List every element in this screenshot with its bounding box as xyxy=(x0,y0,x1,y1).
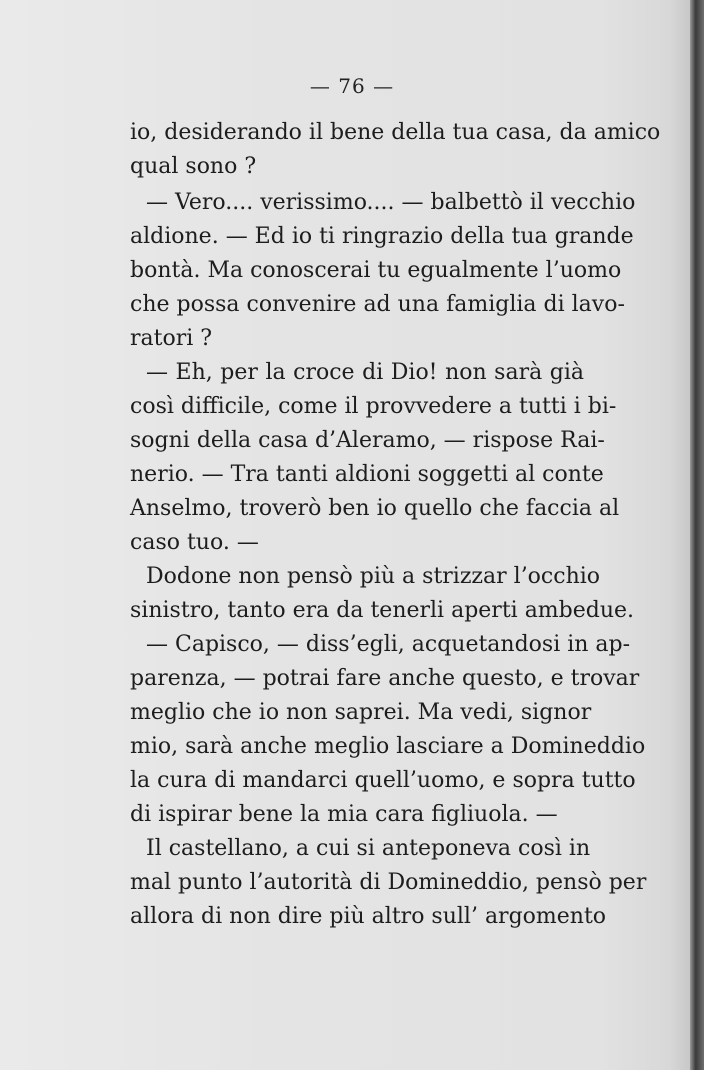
text-line: qual sono ? xyxy=(130,154,257,179)
text-line: parenza, — potrai fare anche questo, e trovar xyxy=(130,666,640,691)
text-line: ratori ? xyxy=(130,326,213,351)
text-line: caso tuo. — xyxy=(130,530,259,555)
page-number: — 76 — xyxy=(309,74,395,98)
text-line: di ispirar bene la mia cara figliuola. — xyxy=(130,802,558,827)
text-line: sogni della casa d’Aleramo, — rispose Rai- xyxy=(130,428,605,453)
text-line: la cura di mandarci quell’uomo, e sopra tutto xyxy=(130,768,636,793)
text-line: io, desiderando il bene della tua casa, da amico xyxy=(130,120,661,145)
text-line: Il castellano, a cui si anteponeva così in xyxy=(146,836,591,861)
text-line: meglio che io non saprei. Ma vedi, signor xyxy=(130,700,592,725)
text-line: nerio. — Tra tanti aldioni soggetti al conte xyxy=(130,462,604,487)
text-line: — Capisco, — diss’egli, acquetandosi in ap- xyxy=(146,632,631,657)
text-line: — Eh, per la croce di Dio! non sarà già xyxy=(146,360,584,385)
text-line: allora di non dire più altro sull’ argomento xyxy=(130,904,607,929)
text-line: Anselmo, troverò ben io quello che faccia al xyxy=(130,496,620,521)
text-line: sinistro, tanto era da tenerli aperti ambedue. xyxy=(130,598,635,623)
text-line: Dodone non pensò più a strizzar l’occhio xyxy=(146,564,601,589)
text-line: mio, sarà anche meglio lasciare a Domineddio xyxy=(130,734,646,759)
text-line: bontà. Ma conoscerai tu egualmente l’uomo xyxy=(130,258,622,283)
book-gutter-shadow xyxy=(690,0,704,1070)
text-line: che possa convenire ad una famiglia di lavo- xyxy=(130,292,625,317)
text-line: — Vero.... verissimo.... — balbettò il vecchio xyxy=(146,190,636,215)
text-line: così difficile, come il provvedere a tutti i bi- xyxy=(130,394,617,419)
text-line: aldione. — Ed io ti ringrazio della tua grande xyxy=(130,224,634,249)
text-line: mal punto l’autorità di Domineddio, pensò per xyxy=(130,870,647,895)
